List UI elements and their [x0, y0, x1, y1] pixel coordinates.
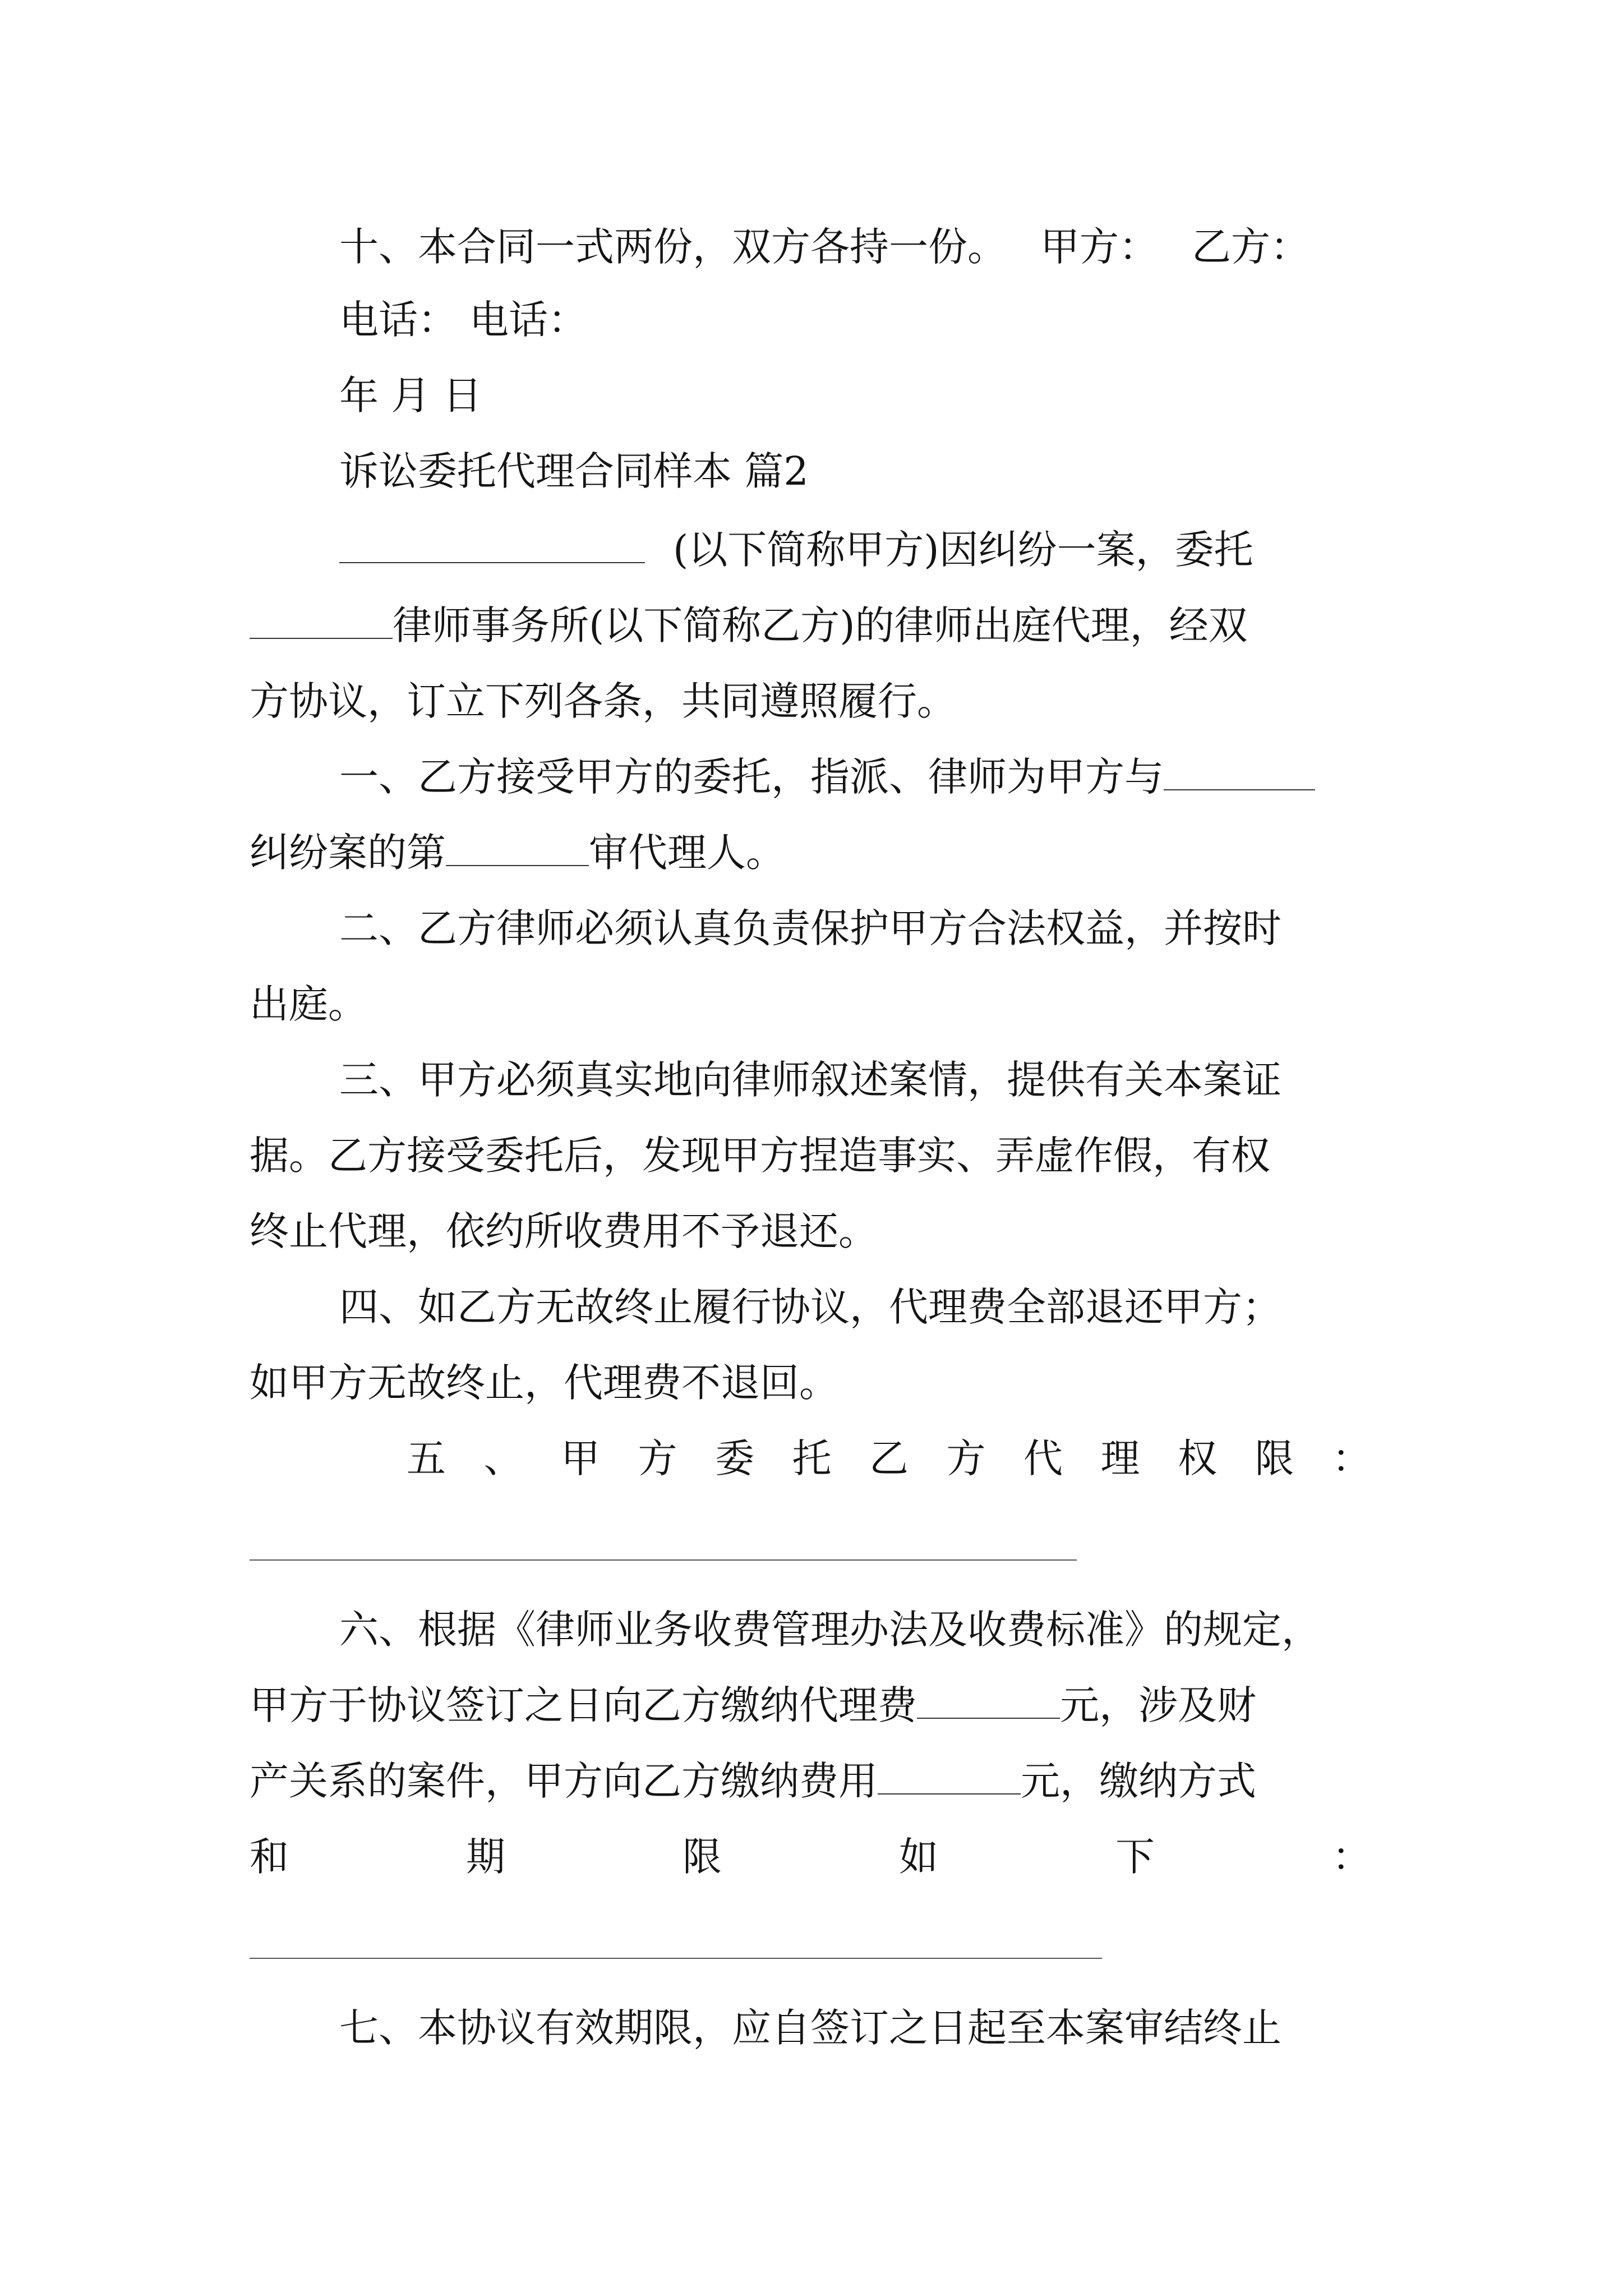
- clause-6-line-4: [250, 1834, 1371, 1880]
- c6-char: 如: [899, 1834, 938, 1880]
- clause-6-text-b2: 元，涉及财: [1060, 1682, 1256, 1728]
- clause-6-text-c1: 产关系的案件，甲方向乙方缴纳费用: [250, 1758, 878, 1804]
- c6-char: 下: [1115, 1834, 1155, 1880]
- clause-6-line-2: [0, 1682, 1623, 1728]
- c5-char: 方: [946, 1435, 986, 1481]
- party-a-label: 甲方：: [1040, 224, 1158, 270]
- c6-char: 限: [683, 1834, 722, 1880]
- c5-char: 代: [1023, 1435, 1063, 1481]
- blank-trial-instance[interactable]: [446, 861, 589, 866]
- blank-authority-scope[interactable]: [250, 1559, 1077, 1561]
- clause-4-line-1: 四、如乙方无故终止履行协议，代理费全部退还甲方；: [339, 1284, 1281, 1330]
- c5-char: 、: [483, 1435, 523, 1481]
- date-line: 年 月 日: [339, 372, 482, 418]
- intro-text-1: (以下简称甲方)因纠纷一案，委托: [673, 527, 1253, 573]
- phone-b-label: 电话：: [469, 297, 587, 343]
- blank-law-firm[interactable]: [250, 633, 393, 639]
- c5-char: 甲: [561, 1435, 600, 1481]
- intro-text-2: 律师事务所(以下简称乙方)的律师出庭代理，经双: [393, 602, 1248, 648]
- c5-char: 理: [1100, 1435, 1140, 1481]
- clause-2-line-2: 出庭。: [250, 981, 367, 1027]
- clause-1-line-2: [0, 830, 1623, 876]
- intro-line-2: [0, 602, 1623, 648]
- clause-10-text: 十、本合同一式两份，双方各持一份。: [339, 224, 1007, 270]
- c5-char: 方: [638, 1435, 677, 1481]
- clause-1-text-b2: 审代理人。: [589, 830, 785, 876]
- clause-1-text-b1: 纠纷案的第: [250, 830, 446, 876]
- clause-3-line-2: 据。乙方接受委托后，发现甲方捏造事实、弄虚作假，有权: [250, 1133, 1270, 1179]
- intro-line-1: [0, 527, 1623, 573]
- clause-5-heading: [407, 1435, 1371, 1481]
- clause-3-line-3: 终止代理，依约所收费用不予退还。: [250, 1208, 878, 1254]
- clause-2-line-1: 二、乙方律师必须认真负责保护甲方合法权益，并按时: [339, 905, 1281, 951]
- intro-line-3: 方协议，订立下列各条，共同遵照履行。: [250, 678, 956, 724]
- c6-char: 和: [250, 1834, 289, 1880]
- blank-agency-fee[interactable]: [917, 1713, 1060, 1719]
- clause-6-line-1: 六、根据《律师业务收费管理办法及收费标准》的规定，: [339, 1607, 1321, 1653]
- c6-char: ：: [1332, 1834, 1371, 1880]
- clause-1-text-a: 一、乙方接受甲方的委托，指派、律师为甲方与: [339, 754, 1164, 800]
- clause-6-text-c2: 元，缴纳方式: [1021, 1758, 1256, 1804]
- section-title: 诉讼委托代理合同样本 篇2: [339, 448, 809, 494]
- c5-char: 乙: [869, 1435, 909, 1481]
- clause-1-line-1: [0, 754, 1623, 800]
- clause-3-line-1: 三、甲方必须真实地向律师叙述案情，提供有关本案证: [339, 1057, 1281, 1103]
- blank-opposing-party[interactable]: [1164, 785, 1315, 790]
- blank-property-fee[interactable]: [878, 1789, 1021, 1795]
- party-b-label: 乙方：: [1192, 224, 1310, 270]
- phone-a-label: 电话：: [339, 297, 457, 343]
- c5-char: ：: [1332, 1435, 1371, 1481]
- clause-6-text-b1: 甲方于协议签订之日向乙方缴纳代理费: [250, 1682, 917, 1728]
- c6-char: 期: [466, 1834, 505, 1880]
- c5-char: 五: [407, 1435, 446, 1481]
- c5-char: 托: [792, 1435, 832, 1481]
- phone-line: [0, 297, 1623, 343]
- clause-7-line-1: 七、本协议有效期限，应自签订之日起至本案审结终止: [339, 2005, 1281, 2051]
- c5-char: 权: [1178, 1435, 1217, 1481]
- blank-payment-terms[interactable]: [250, 1958, 1102, 1959]
- clause-10-line: [0, 224, 1623, 270]
- c5-char: 委: [715, 1435, 754, 1481]
- blank-party-name[interactable]: [339, 558, 645, 563]
- clause-6-line-3: [0, 1758, 1623, 1804]
- clause-4-line-2: 如甲方无故终止，代理费不退回。: [250, 1360, 838, 1406]
- c5-char: 限: [1255, 1435, 1294, 1481]
